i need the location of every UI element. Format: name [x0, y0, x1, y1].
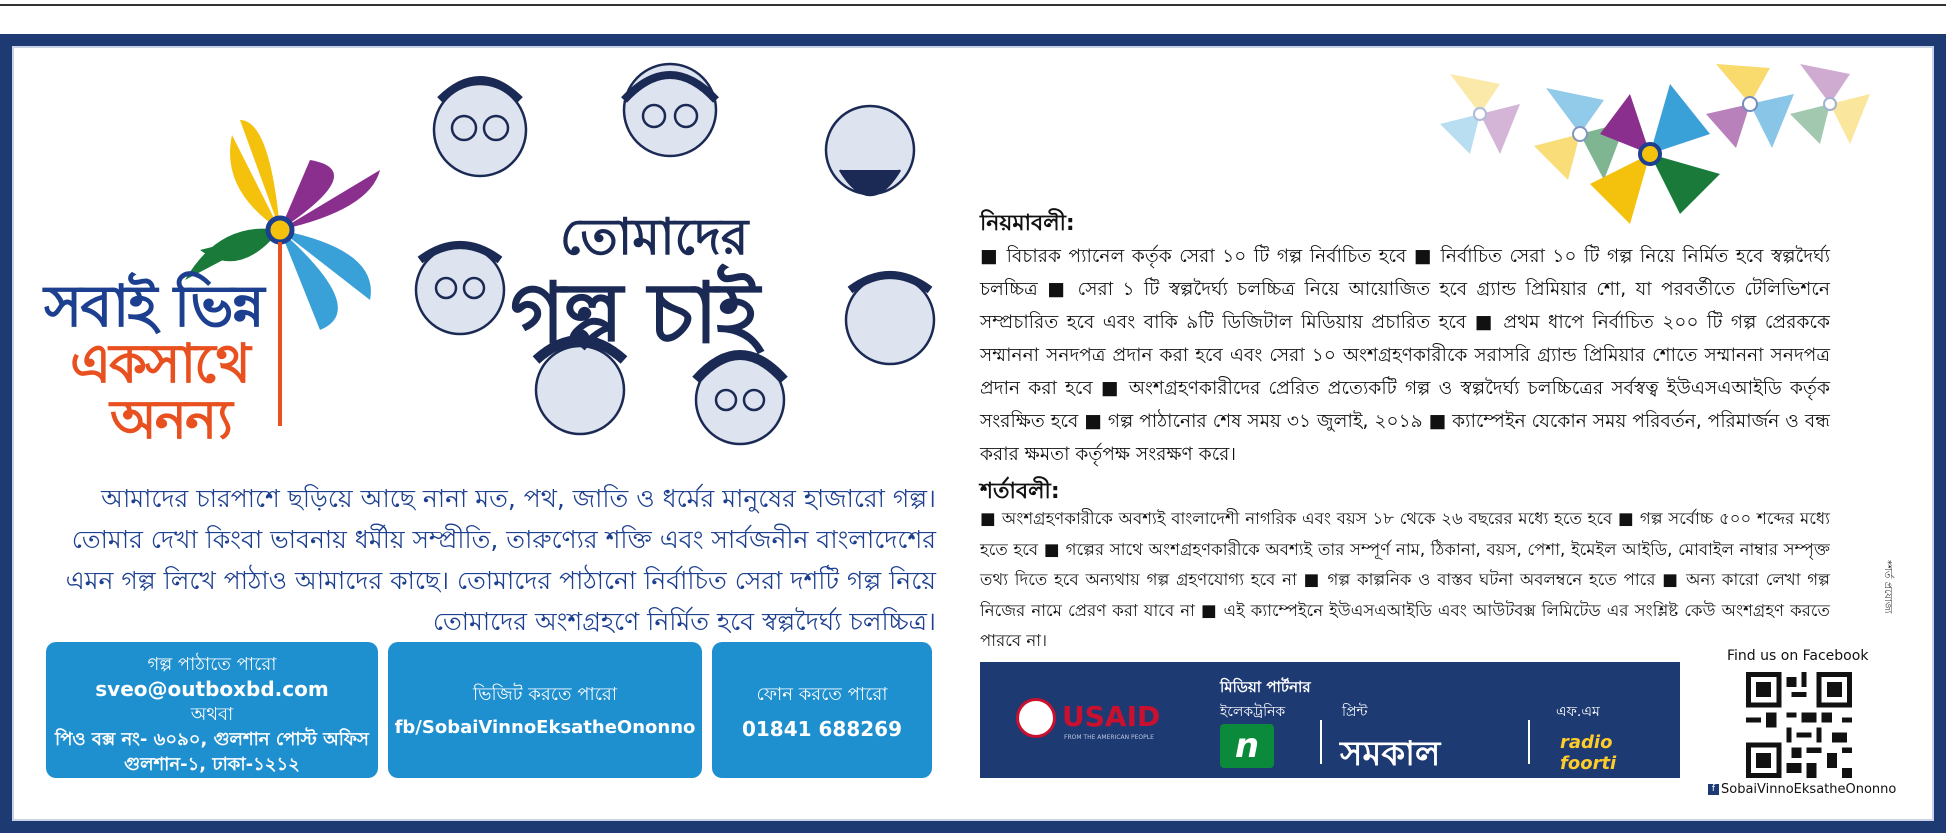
media-divider — [1528, 720, 1530, 764]
mail-address-line1: পিও বক্স নং- ৬০৯০, গুলশান পোস্ট অফিস — [55, 729, 369, 750]
portrait-4 — [416, 245, 504, 334]
mail-story-card — [46, 642, 378, 778]
portrait-5 — [846, 275, 934, 364]
usaid-logo: USAID — [1062, 700, 1161, 733]
facebook-handle-text: SobaiVinnoEksatheOnonno — [1721, 782, 1897, 797]
mail-card-label: গল্প পাঠাতে পারো — [147, 654, 277, 675]
qr-code-icon[interactable] — [1746, 672, 1852, 778]
radio-foorti-text: radio foorti — [1560, 732, 1617, 774]
pinwheels-decoration-icon — [1420, 44, 1880, 234]
headline-line1: তোমাদের — [560, 208, 749, 266]
facebook-page-link[interactable]: fb/SobaiVinnoEksatheOnonno — [394, 717, 696, 738]
usaid-tagline: FROM THE AMERICAN PEOPLE — [1064, 734, 1154, 741]
conditions-apply-note: *শর্ত প্রযোজ্য — [1882, 560, 1893, 614]
radio-foorti-logo — [1560, 720, 1668, 774]
intro-paragraph: আমাদের চারপাশে ছড়িয়ে আছে নানা মত, পথ, জাতি ও ধর্মের মানুষের হাজারো গল্প। তোমার দেখা কিংবা ভাবনায় ধর্মীয় সম্প্রীতি, তারুণ্যের শক্তি এবং সার্বজনীন বাংলাদেশের এমন গল্প লিখে পাঠাও আমাদের কাছে। তোমাদের পাঠানো নির্বাচিত সেরা দশটি গল্প নিয়ে তোমাদের অংশগ্রহণে নির্মিত হবে স্বল্পদৈর্ঘ্য চলচ্চিত্র। — [65, 484, 936, 636]
ntv-logo: n — [1220, 724, 1274, 768]
terms-text: ■ অংশগ্রহণকারীকে অবশ্যই বাংলাদেশী নাগরিক এবং বয়স ১৮ থেকে ২৬ বছরের মধ্যে হতে হবে ■ গল্প সর্বোচ্চ ৫০০ শব্দের মধ্যে হতে হবে ■ গল্পের সাথে অংশগ্রহণকারীকে অবশ্যই তার সম্পূর্ণ নাম, ঠিকানা, বয়স, পেশা, ইমেইল আইডি, মোবাইল নাম্বার সম্পৃক্ত তথ্য দিতে হবে অন্যথায় গল্প গ্রহণযোগ্য হবে না ■ গল্প কাল্পনিক ও বাস্তব ঘটনা অবলম্বনে হতে পারে ■ অন্য কারো লেখা গল্প নিজের নামে প্রেরণ করা যাবে না ■ এই ক্যাম্পেইনে ইউএসএআইডি এবং আউটবক্স লিমিটেড এর সংশ্লিষ্ট কেউ অংশগ্রহণ করতে পারবে না। — [980, 509, 1830, 650]
email-link[interactable]: sveo@outboxbd.com — [95, 677, 329, 701]
portrait-3 — [826, 106, 914, 195]
media-divider — [1320, 720, 1322, 764]
electronic-label: ইলেকট্রনিক — [1220, 704, 1286, 720]
phone-card — [712, 642, 932, 778]
mail-address-line2: গুলশান-১, ঢাকা-১২১২ — [124, 754, 300, 775]
facebook-icon: f — [1708, 784, 1719, 795]
top-strip — [0, 0, 1946, 34]
facebook-label: Find us on Facebook — [1727, 648, 1869, 664]
usaid-seal-icon — [1016, 698, 1056, 738]
rules-text: ■ বিচারক প্যানেল কর্তৃক সেরা ১০ টি গল্প নির্বাচিত হবে ■ নির্বাচিত সেরা ১০ টি গল্প নিয়ে নির্মিত হবে স্বল্পদৈর্ঘ্য চলচ্চিত্র ■ সেরা ১ টি স্বল্পদৈর্ঘ্য চলচ্চিত্র নিয়ে আয়োজিত হবে গ্র্যান্ড প্রিমিয়ার শো, যা পরবর্তীতে টেলিভিশনে সম্প্রচারিত হবে এবং বাকি ৯টি ডিজিটাল মিডিয়ায় প্রচারিত হবে ■ প্রথম ধাপে নির্বাচিত ২০০ টি গল্প প্রেরককে সম্মাননা সনদপত্র প্রদান করা হবে এবং সেরা ১০ অংশগ্রহণকারীকে সরাসরি গ্র্যান্ড প্রিমিয়ার শোতে সম্মাননা সনদপত্র প্রদান করা হবে ■ অংশগ্রহণকারীদের প্রেরিত প্রত্যেকটি গল্প ও স্বল্পদৈর্ঘ্য চলচ্চিত্রের সর্বস্বত্ব ইউএসএআইডি কর্তৃক সংরক্ষিত হবে ■ গল্প পাঠানোর শেষ সময় ৩১ জুলাই, ২০১৯ ■ ক্যাম্পেইন যেকোন সময় পরিবর্তন, পরিমার্জন ও বন্ধ করার ক্ষমতা কর্তৃপক্ষ সংরক্ষণ করে। — [980, 246, 1830, 465]
rules-title: নিয়মাবলী: — [980, 211, 1075, 236]
portrait-1 — [434, 80, 526, 176]
print-label: প্রিন্ট — [1342, 704, 1368, 720]
terms-title: শর্তাবলী: — [980, 479, 1060, 504]
mail-card-or: অথবা — [190, 704, 234, 725]
headline-line2: গল্প চাই — [510, 264, 758, 362]
visit-card — [388, 642, 702, 778]
phone-number-link[interactable]: 01841 688269 — [741, 717, 903, 741]
media-partner-title: মিডিয়া পার্টনার — [1220, 678, 1311, 696]
portrait-2 — [624, 64, 716, 156]
top-rule — [0, 4, 1946, 6]
logo-text-line1: সবাই ভিন্ন — [44, 272, 263, 340]
visit-card-label: ভিজিট করতে পারো — [472, 684, 618, 705]
media-partner-strip — [980, 662, 1680, 778]
facebook-handle[interactable] — [1708, 782, 1896, 797]
logo-text-line2: একসাথে — [70, 332, 249, 395]
logo-text-line3: অনন্য — [110, 388, 231, 451]
fm-label: এফ.এম — [1556, 704, 1600, 720]
samakal-logo: সমকাল — [1340, 734, 1441, 774]
phone-card-label: ফোন করতে পারো — [756, 684, 888, 705]
